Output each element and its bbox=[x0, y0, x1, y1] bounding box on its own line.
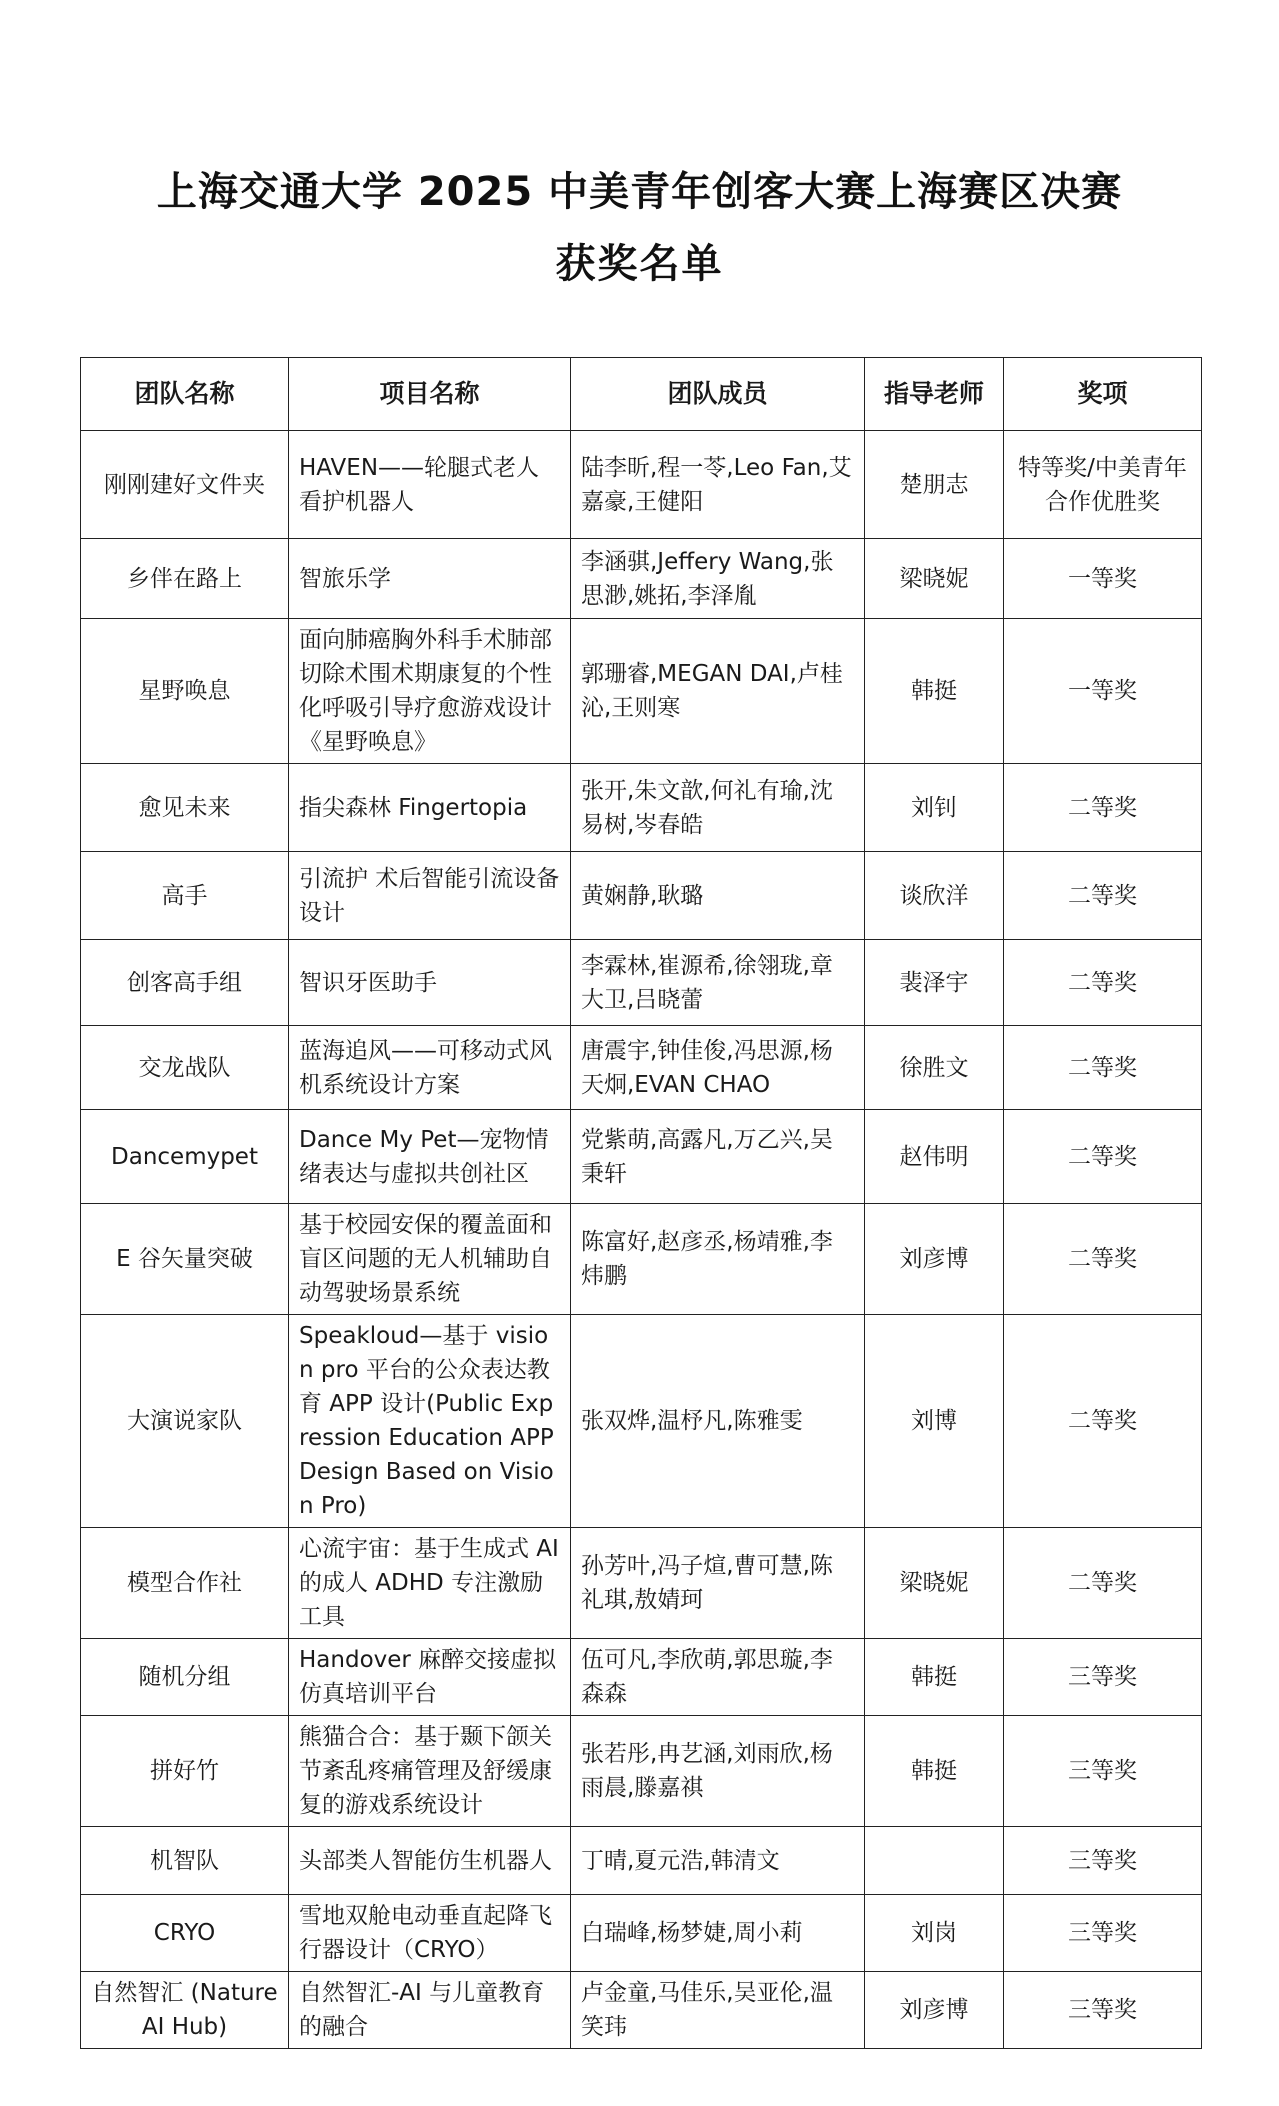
table-row bbox=[81, 1972, 1202, 2049]
team-name-cell: 星野唤息 bbox=[81, 619, 289, 764]
team-members-cell: 白瑞峰,杨梦婕,周小莉 bbox=[571, 1895, 865, 1972]
team-name-cell: 高手 bbox=[81, 852, 289, 940]
table-row bbox=[81, 1110, 1202, 1204]
project-name-cell: 自然智汇-AI 与儿童教育的融合 bbox=[289, 1972, 571, 2049]
team-name-cell: E 谷矢量突破 bbox=[81, 1204, 289, 1315]
advisor-cell: 赵伟明 bbox=[865, 1110, 1004, 1204]
team-name-cell: 拼好竹 bbox=[81, 1716, 289, 1827]
table-row bbox=[81, 619, 1202, 764]
award-cell: 二等奖 bbox=[1004, 1026, 1202, 1110]
advisor-cell: 梁晓妮 bbox=[865, 539, 1004, 619]
team-name-cell: 创客高手组 bbox=[81, 940, 289, 1026]
team-members-cell: 李霖林,崔源希,徐翎珑,章大卫,吕晓蕾 bbox=[571, 940, 865, 1026]
project-name-cell: HAVEN——轮腿式老人看护机器人 bbox=[289, 431, 571, 539]
header-award: 奖项 bbox=[1004, 358, 1202, 431]
advisor-cell: 韩挺 bbox=[865, 1716, 1004, 1827]
team-name-cell: 模型合作社 bbox=[81, 1528, 289, 1639]
table-row bbox=[81, 431, 1202, 539]
advisor-cell: 刘博 bbox=[865, 1315, 1004, 1528]
award-cell: 二等奖 bbox=[1004, 1528, 1202, 1639]
team-members-cell: 伍可凡,李欣萌,郭思璇,李森森 bbox=[571, 1639, 865, 1716]
table-row bbox=[81, 1204, 1202, 1315]
document-subtitle: 获奖名单 bbox=[555, 241, 724, 287]
award-cell: 三等奖 bbox=[1004, 1639, 1202, 1716]
team-name-cell: 刚刚建好文件夹 bbox=[81, 431, 289, 539]
advisor-cell: 刘岗 bbox=[865, 1895, 1004, 1972]
header-team-members: 团队成员 bbox=[571, 358, 865, 431]
award-cell: 二等奖 bbox=[1004, 764, 1202, 852]
team-members-cell: 孙芳叶,冯子煊,曹可慧,陈礼琪,敖婧珂 bbox=[571, 1528, 865, 1639]
advisor-cell: 刘彦博 bbox=[865, 1972, 1004, 2049]
award-cell: 一等奖 bbox=[1004, 619, 1202, 764]
project-name-cell: 心流宇宙：基于生成式 AI 的成人 ADHD 专注激励工具 bbox=[289, 1528, 571, 1639]
awards-table bbox=[80, 357, 1202, 2049]
table-row bbox=[81, 940, 1202, 1026]
table-row bbox=[81, 539, 1202, 619]
table-row bbox=[81, 1895, 1202, 1972]
team-name-cell: Dancemypet bbox=[81, 1110, 289, 1204]
advisor-cell: 韩挺 bbox=[865, 619, 1004, 764]
award-cell: 二等奖 bbox=[1004, 1204, 1202, 1315]
team-members-cell: 陈富好,赵彦丞,杨靖雅,李炜鹏 bbox=[571, 1204, 865, 1315]
team-members-cell: 党紫萌,高露凡,万乙兴,吴秉轩 bbox=[571, 1110, 865, 1204]
table-row bbox=[81, 1639, 1202, 1716]
team-members-cell: 李涵骐,Jeffery Wang,张思渺,姚拓,李泽胤 bbox=[571, 539, 865, 619]
team-members-cell: 黄娴静,耿璐 bbox=[571, 852, 865, 940]
advisor-cell bbox=[865, 1827, 1004, 1895]
project-name-cell: 蓝海追风——可移动式风机系统设计方案 bbox=[289, 1026, 571, 1110]
project-name-cell: Dance My Pet—宠物情绪表达与虚拟共创社区 bbox=[289, 1110, 571, 1204]
table-row bbox=[81, 1315, 1202, 1528]
team-name-cell: 随机分组 bbox=[81, 1639, 289, 1716]
table-row bbox=[81, 852, 1202, 940]
project-name-cell: 头部类人智能仿生机器人 bbox=[289, 1827, 571, 1895]
award-cell: 三等奖 bbox=[1004, 1716, 1202, 1827]
table-row bbox=[81, 1716, 1202, 1827]
team-members-cell: 卢金童,马佳乐,吴亚伦,温笑玮 bbox=[571, 1972, 865, 2049]
advisor-cell: 裴泽宇 bbox=[865, 940, 1004, 1026]
project-name-cell: Speakloud—基于 vision pro 平台的公众表达教育 APP 设计(Public Expression Education APP Design Based on Vision Pro) bbox=[289, 1315, 571, 1528]
team-name-cell: 交龙战队 bbox=[81, 1026, 289, 1110]
advisor-cell: 谈欣洋 bbox=[865, 852, 1004, 940]
table-row bbox=[81, 1026, 1202, 1110]
award-cell: 二等奖 bbox=[1004, 940, 1202, 1026]
project-name-cell: 雪地双舱电动垂直起降飞行器设计（CRYO） bbox=[289, 1895, 571, 1972]
team-name-cell: CRYO bbox=[81, 1895, 289, 1972]
award-cell: 一等奖 bbox=[1004, 539, 1202, 619]
header-project-name: 项目名称 bbox=[289, 358, 571, 431]
table-row bbox=[81, 1827, 1202, 1895]
project-name-cell: 引流护 术后智能引流设备设计 bbox=[289, 852, 571, 940]
award-cell: 三等奖 bbox=[1004, 1827, 1202, 1895]
advisor-cell: 刘彦博 bbox=[865, 1204, 1004, 1315]
advisor-cell: 梁晓妮 bbox=[865, 1528, 1004, 1639]
project-name-cell: 指尖森林 Fingertopia bbox=[289, 764, 571, 852]
team-members-cell: 张双烨,温杼凡,陈雅雯 bbox=[571, 1315, 865, 1528]
project-name-cell: 面向肺癌胸外科手术肺部切除术围术期康复的个性化呼吸引导疗愈游戏设计《星野唤息》 bbox=[289, 619, 571, 764]
team-name-cell: 乡伴在路上 bbox=[81, 539, 289, 619]
award-cell: 二等奖 bbox=[1004, 1110, 1202, 1204]
project-name-cell: 基于校园安保的覆盖面和盲区问题的无人机辅助自动驾驶场景系统 bbox=[289, 1204, 571, 1315]
project-name-cell: 熊猫合合：基于颞下颌关节紊乱疼痛管理及舒缓康复的游戏系统设计 bbox=[289, 1716, 571, 1827]
project-name-cell: 智旅乐学 bbox=[289, 539, 571, 619]
award-cell: 特等奖/中美青年合作优胜奖 bbox=[1004, 431, 1202, 539]
team-members-cell: 陆李昕,程一苓,Leo Fan,艾嘉豪,王健阳 bbox=[571, 431, 865, 539]
table-row bbox=[81, 764, 1202, 852]
table-header-row bbox=[81, 358, 1202, 431]
award-cell: 三等奖 bbox=[1004, 1972, 1202, 2049]
team-members-cell: 郭珊睿,MEGAN DAI,卢桂沁,王则寒 bbox=[571, 619, 865, 764]
team-members-cell: 张若彤,冉艺涵,刘雨欣,杨雨晨,滕嘉祺 bbox=[571, 1716, 865, 1827]
advisor-cell: 韩挺 bbox=[865, 1639, 1004, 1716]
team-members-cell: 丁晴,夏元浩,韩清文 bbox=[571, 1827, 865, 1895]
award-cell: 二等奖 bbox=[1004, 852, 1202, 940]
team-name-cell: 机智队 bbox=[81, 1827, 289, 1895]
award-cell: 二等奖 bbox=[1004, 1315, 1202, 1528]
advisor-cell: 徐胜文 bbox=[865, 1026, 1004, 1110]
team-name-cell: 愈见未来 bbox=[81, 764, 289, 852]
team-members-cell: 张开,朱文歆,何礼有瑜,沈易树,岑春皓 bbox=[571, 764, 865, 852]
team-name-cell: 自然智汇 (Nature AI Hub) bbox=[81, 1972, 289, 2049]
team-members-cell: 唐震宇,钟佳俊,冯思源,杨天炯,EVAN CHAO bbox=[571, 1026, 865, 1110]
project-name-cell: Handover 麻醉交接虚拟仿真培训平台 bbox=[289, 1639, 571, 1716]
award-cell: 三等奖 bbox=[1004, 1895, 1202, 1972]
advisor-cell: 刘钊 bbox=[865, 764, 1004, 852]
header-team-name: 团队名称 bbox=[81, 358, 289, 431]
document-title: 上海交通大学 2025 中美青年创客大赛上海赛区决赛 bbox=[156, 169, 1123, 215]
table-row bbox=[81, 1528, 1202, 1639]
header-advisor: 指导老师 bbox=[865, 358, 1004, 431]
advisor-cell: 楚朋志 bbox=[865, 431, 1004, 539]
project-name-cell: 智识牙医助手 bbox=[289, 940, 571, 1026]
team-name-cell: 大演说家队 bbox=[81, 1315, 289, 1528]
